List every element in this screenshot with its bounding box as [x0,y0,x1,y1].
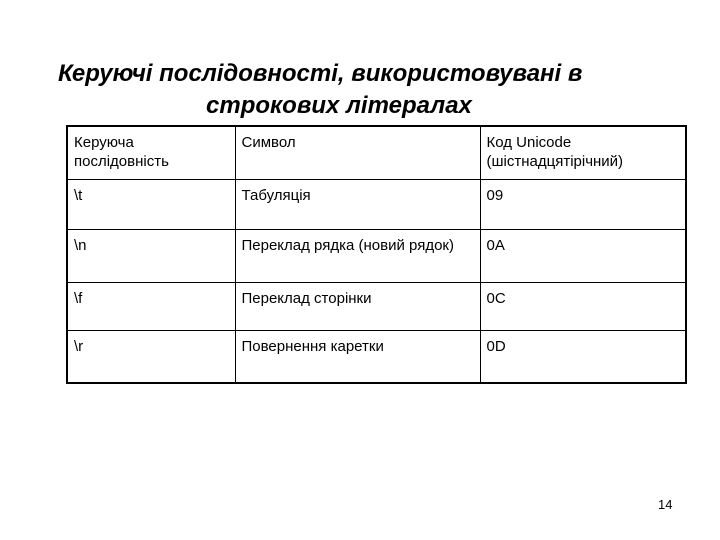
unicode-code-cell: 09 [480,179,686,229]
unicode-code-cell: 0D [480,330,686,383]
escape-sequence-table [66,125,687,384]
escape-sequence-cell: \r [67,330,235,383]
symbol-cell: Табуляція [235,179,480,229]
header-escape-sequence: Керуюча послідовність [67,126,235,179]
table-row [67,179,686,229]
symbol-cell: Переклад рядка (новий рядок) [235,229,480,282]
symbol-cell: Повернення каретки [235,330,480,383]
table-row [67,229,686,282]
table-header-row [67,126,686,179]
header-symbol: Символ [235,126,480,179]
escape-sequence-cell: \n [67,229,235,282]
symbol-cell: Переклад сторінки [235,282,480,330]
unicode-code-cell: 0A [480,229,686,282]
table-row [67,330,686,383]
slide-title-line-2: строкових літералах [206,92,472,119]
page-number: 14 [658,497,673,512]
header-unicode-code: Код Unicode (шістнадцятірічний) [480,126,686,179]
table-row [67,282,686,330]
escape-sequence-cell: \f [67,282,235,330]
slide-title-line-1: Керуючі послідовності, використовувані в [58,60,583,87]
unicode-code-cell: 0C [480,282,686,330]
slide-title [30,58,700,122]
escape-sequence-cell: \t [67,179,235,229]
